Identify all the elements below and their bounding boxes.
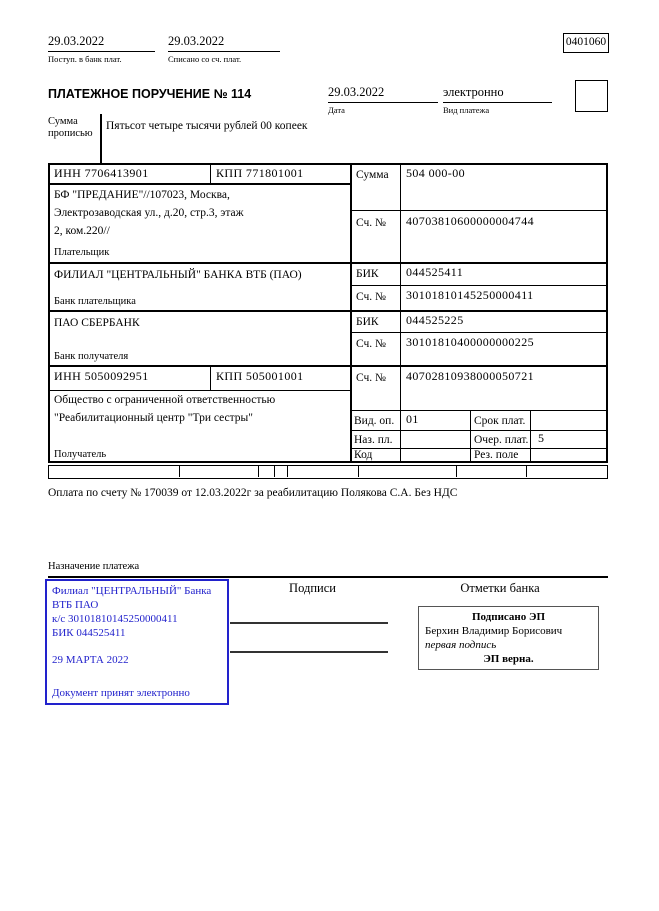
signature-line-1 [230,622,388,624]
bank-stamp [45,579,229,705]
esign-verified: ЭП верна. [483,653,534,665]
payer-inn: ИНН 7706413901 [54,166,149,180]
payer-bank-account-label: Сч. № [356,291,387,303]
payment-type-field [443,85,552,115]
payment-type-label: Вид платежа [443,105,490,115]
bank-marks-header: Отметки банка [460,581,540,595]
payee-inn: ИНН 5050092951 [54,369,149,383]
stamp-corr-account: к/с 30101810145250000411 [52,613,178,625]
payee-name: Общество с ограниченной ответственностью "Реабилитационный центр "Три сестры" [54,394,276,424]
stamp-bik: БИК 044525411 [52,627,126,639]
date-value: 29.03.2022 [328,85,438,103]
debited-field [168,34,280,64]
term-label: Срок плат. [474,415,526,427]
esign-role: первая подпись [425,639,497,651]
payee-section-label: Получатель [54,449,107,460]
signatures-header: Подписи [289,581,336,595]
document-title: ПЛАТЕЖНОЕ ПОРУЧЕНИЕ № 114 [48,87,252,101]
payee-bank-bik-label: БИК [356,316,379,328]
sum-value: 504 000-00 [406,166,465,180]
purpose-text: Оплата по счету № 170039 от 12.03.2022г за реабилитацию Полякова С.А. Без НДС [48,487,458,499]
payer-name: БФ "ПРЕДАНИЕ"//107023, Москва, Электрозаводская ул., д.20, стр.3, этаж 2, ком.220// [54,189,244,237]
received-label: Поступ. в банк плат. [48,54,122,64]
debited-label: Списано со сч. плат. [168,54,242,64]
payee-kpp: КПП 505001001 [216,369,304,383]
priority-value: 5 [538,431,545,445]
esign-name: Берхин Владимир Борисович [425,625,563,637]
payer-bank-section-label: Банк плательщика [54,296,136,307]
amount-words-divider [100,114,102,163]
payee-bank-section-label: Банк получателя [54,351,129,362]
payer-kpp: КПП 771801001 [216,166,304,180]
payee-bank-account-label: Сч. № [356,338,387,350]
payee-account: 40702810938000050721 [406,369,534,383]
signature-line-2 [230,651,388,653]
debited-date: 29.03.2022 [168,34,280,52]
stamp-date: 29 МАРТА 2022 [52,654,129,666]
purpose-code-label: Наз. пл. [354,434,393,446]
purpose-section-label: Назначение платежа [48,561,140,572]
status-checkbox [575,80,608,112]
stamp-bank-name-line2: ВТБ ПАО [52,599,99,611]
payee-bank-account: 30101810400000000225 [406,335,534,349]
stamp-footer: Документ принят электронно [52,687,190,699]
payer-bank-bik-label: БИК [356,268,379,280]
payer-account: 40703810600000004744 [406,214,534,228]
date-field [328,85,438,115]
main-table [48,163,608,463]
payer-account-label: Сч. № [356,217,387,229]
received-date: 29.03.2022 [48,34,155,52]
payer-bank-name: ФИЛИАЛ "ЦЕНТРАЛЬНЫЙ" БАНКА ВТБ (ПАО) [54,269,302,281]
payment-type-value: электронно [443,85,552,103]
amount-words-value: Пятьсот четыре тысячи рублей 00 копеек [106,120,308,132]
op-type-label: Вид. оп. [354,415,395,427]
reserve-field-label: Рез. поле [474,449,519,461]
form-code-box: 0401060 [563,33,609,53]
amount-words-label: Сумма прописью [48,116,93,139]
payer-section-label: Плательщик [54,247,110,258]
payer-bank-account: 30101810145250000411 [406,288,534,302]
priority-label: Очер. плат. [474,434,529,446]
tax-fields-row [48,465,608,479]
op-type-value: 01 [406,412,419,426]
received-in-bank-field [48,34,155,64]
payee-bank-name: ПАО СБЕРБАНК [54,317,140,329]
purpose-divider [48,576,608,578]
code-label: Код [354,449,373,461]
payer-bank-bik: 044525411 [406,265,464,279]
stamp-bank-name-line1: Филиал "ЦЕНТРАЛЬНЫЙ" Банка [52,585,212,597]
date-label: Дата [328,105,345,115]
sum-label: Сумма [356,169,389,181]
payee-account-label: Сч. № [356,372,387,384]
electronic-signature-box [418,606,599,670]
esign-title: Подписано ЭП [471,611,546,623]
payee-bank-bik: 044525225 [406,313,464,327]
